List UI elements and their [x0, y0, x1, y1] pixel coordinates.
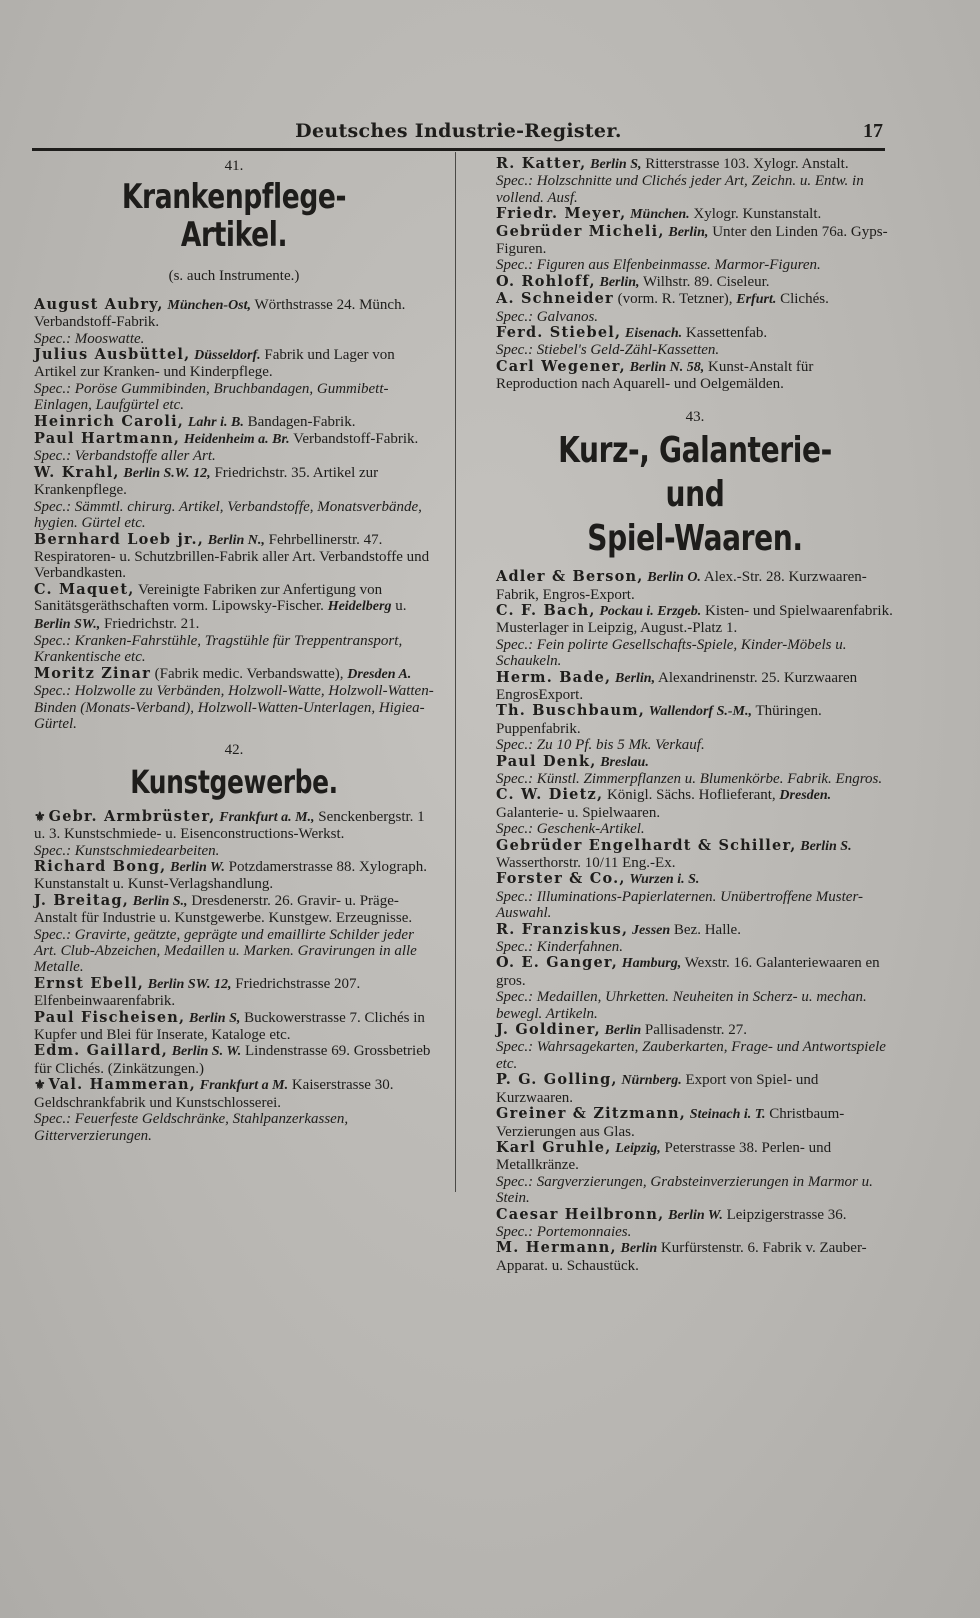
list-item: Moritz Zinar (Fabrik medic. Verbandswatte), Dresden A. Spec.: Holzwolle zu Verbänden, Holzwoll-Watte, Holzwoll-Watten-Binden (Monats-Verband), Holzwoll-Watten-Unterlagen, Higiea-Gürtel.: [34, 664, 434, 732]
list-item: P. G. Golling, Nürnberg. Export von Spiel- und Kurzwaaren.: [496, 1071, 819, 1106]
list-item: J. Breitag, Berlin S., Dresdenerstr. 26. Gravir- u. Präge-Anstalt für Industrie u. Kunstgewerbe. Kunstgew. Erzeugnisse. Spec.: Gravirte, geätzte, geprägte und emaillirte Schilder jeder Art. Club-Abzeichen, Medaillen u. Marken. Gravirungen in alle Metalle.: [34, 891, 417, 976]
list-item: Ernst Ebell, Berlin SW. 12, Friedrichstrasse 207. Elfenbeinwaarenfabrik.: [34, 974, 361, 1010]
section-number: 41.: [224, 158, 244, 174]
list-item: Forster & Co., Wurzen i. S. Spec.: Illuminations-Papierlaternen. Unübertroffene Muster-Auswahl.: [496, 870, 863, 922]
medal-icon: ⚜: [34, 808, 46, 824]
section-title: Kunstgewerbe.: [130, 762, 338, 801]
running-title: Deutsches Industrie-Register.: [295, 120, 622, 142]
list-item: Carl Wegener, Berlin N. 58, Kunst-Anstalt für Reproduction nach Aquarell- und Oelgemälden.: [496, 357, 814, 393]
list-item: W. Krahl, Berlin S.W. 12, Friedrichstr. 35. Artikel zur Krankenpflege. Spec.: Sämmtl. chirurg. Artikel, Verbandstoffe, Monatsverbände, hygien. Gürtel etc.: [34, 463, 422, 532]
list-item: O. E. Ganger, Hamburg, Wexstr. 16. Galanteriewaaren en gros. Spec.: Medaillen, Uhrketten. Neuheiten in Scherz- u. mechan. bewegl. Artikeln.: [496, 954, 880, 1022]
list-item: M. Hermann, Berlin Kurfürstenstr. 6. Fabrik v. Zauber-Apparat. u. Schaustück.: [496, 1239, 867, 1274]
list-item: Karl Gruhle, Leipzig, Peterstrasse 38. Perlen- und Metallkränze. Spec.: Sargverzierungen, Grabsteinverzierungen in Marmor u. Stein.: [496, 1138, 873, 1207]
list-item: August Aubry, München-Ost, Wörthstrasse 24. Münch. Verbandstoff-Fabrik. Spec.: Mooswatte.: [34, 295, 406, 347]
list-item: Paul Hartmann, Heidenheim a. Br. Verbandstoff-Fabrik. Spec.: Verbandstoffe aller Art.: [34, 430, 419, 465]
list-item: C. F. Bach, Pockau i. Erzgeb. Kisten- und Spielwaarenfabrik. Musterlager in Leipzig, August.-Platz 1. Spec.: Fein polirte Gesellschafts-Spiele, Kinder-Möbels u. Schaukeln.: [496, 601, 893, 670]
list-item: Paul Denk, Breslau. Spec.: Künstl. Zimmerpflanzen u. Blumenkörbe. Fabrik. Engros.: [496, 752, 883, 787]
section-title: Spiel-Waaren.: [587, 518, 803, 560]
list-item: Adler & Berson, Berlin O. Alex.-Str. 28. Kurzwaaren-Fabrik, Engros-Export.: [496, 568, 867, 603]
list-item: Edm. Gaillard, Berlin S. W. Lindenstrasse 69. Grossbetrieb für Clichés. (Zinkätzungen.): [34, 1042, 431, 1077]
list-item: O. Rohloff, Berlin, Wilhstr. 89. Ciseleur.: [496, 272, 770, 290]
list-item: Th. Buschbaum, Wallendorf S.-M., Thüringen. Puppenfabrik. Spec.: Zu 10 Pf. bis 5 Mk. Verkauf.: [496, 702, 822, 754]
list-item: Gebrüder Engelhardt & Schiller, Berlin S. Wasserthorstr. 10/11 Eng.-Ex.: [496, 836, 852, 871]
list-item: Julius Ausbüttel, Düsseldorf. Fabrik und Lager von Artikel zur Kranken- und Kinderpflege. Spec.: Poröse Gummibinden, Bruchbandagen, Gummibett-Einlagen, Laufgürtel etc.: [34, 346, 395, 414]
section-note: (s. auch Instrumente.): [168, 268, 300, 285]
list-item: Paul Fischeisen, Berlin S, Buckowerstrasse 7. Clichés in Kupfer und Blei für Inserate, Kataloge etc.: [34, 1008, 425, 1044]
medal-icon: ⚜: [34, 1077, 46, 1093]
list-item: Greiner & Zitzmann, Steinach i. T. Christbaum-Verzierungen aus Glas.: [496, 1105, 845, 1140]
list-item: J. Goldiner, Berlin Pallisadenstr. 27. Spec.: Wahrsagekarten, Zauberkarten, Frage- und Antwortspiele etc.: [496, 1021, 886, 1072]
list-item: Herm. Bade, Berlin, Alexandrinenstr. 25. Kurzwaaren EngrosExport.: [496, 668, 858, 703]
page-number: 17: [863, 120, 883, 142]
section-title: Kurz-, Galanterie- und: [558, 430, 832, 516]
list-item: Gebrüder Micheli, Berlin, Unter den Linden 76a. Gyps-Figuren. Spec.: Figuren aus Elfenbeinmasse. Marmor-Figuren.: [496, 222, 888, 274]
list-item: C. W. Dietz, Königl. Sächs. Hoflieferant, Dresden. Galanterie- u. Spielwaaren. Spec.: Geschenk-Artikel.: [496, 786, 832, 838]
list-item: A. Schneider (vorm. R. Tetzner), Erfurt. Clichés. Spec.: Galvanos.: [496, 290, 829, 325]
list-item: Bernhard Loeb jr., Berlin N., Fehrbellinerstr. 47. Respiratoren- u. Schutzbrillen-Fabrik aller Art. Verbandstoffe und Verbandkasten.: [34, 530, 430, 582]
right-column: [496, 156, 894, 1274]
left-column: [34, 156, 434, 1144]
list-item: Caesar Heilbronn, Berlin W. Leipzigerstrasse 36. Spec.: Portemonnaies.: [496, 1205, 847, 1240]
list-item: R. Katter, Berlin S, Ritterstrasse 103. Xylogr. Anstalt. Spec.: Holzschnitte und Clichés jeder Art, Zeichn. u. Entw. in vollend. Ausf.: [496, 155, 864, 206]
list-item: R. Franziskus, Jessen Bez. Halle. Spec.: Kinderfahnen.: [496, 920, 741, 956]
section-number: 42.: [224, 742, 244, 759]
list-item: Friedr. Meyer, München. Xylogr. Kunstanstalt.: [496, 205, 822, 223]
list-item: ⚜ Gebr. Armbrüster, Frankfurt a. M., Senckenbergstr. 1 u. 3. Kunstschmiede- u. Eisenconstructions-Werkst. Spec.: Kunstschmiedearbeiten.: [34, 807, 425, 859]
column-divider: [455, 152, 456, 1192]
section-title: Krankenpflege-Artikel.: [121, 177, 347, 256]
list-item: Heinrich Caroli, Lahr i. B. Bandagen-Fabrik.: [34, 412, 356, 430]
section-number: 43.: [685, 408, 705, 425]
list-item: Richard Bong, Berlin W. Potzdamerstrasse 88. Xylograph. Kunstanstalt u. Kunst-Verlagshandlung.: [34, 858, 427, 893]
page-header: [32, 118, 885, 151]
list-item: ⚜ Val. Hammeran, Frankfurt a M. Kaiserstrasse 30. Geldschrankfabrik und Kunstschlosserei. Spec.: Feuerfeste Geldschränke, Stahlpanzerkassen, Gitterverzierungen.: [34, 1076, 394, 1144]
list-item: Ferd. Stiebel, Eisenach. Kassettenfab. Spec.: Stiebel's Geld-Zähl-Kassetten.: [496, 324, 768, 359]
list-item: C. Maquet, Vereinigte Fabriken zur Anfertigung von Sanitätsgeräthschaften vorm. Lipowsky-Fischer. Heidelberg u. Berlin SW., Friedrichstr. 21. Spec.: Kranken-Fahrstühle, Tragstühle für Treppentransport, Krankentische etc.: [34, 580, 407, 666]
